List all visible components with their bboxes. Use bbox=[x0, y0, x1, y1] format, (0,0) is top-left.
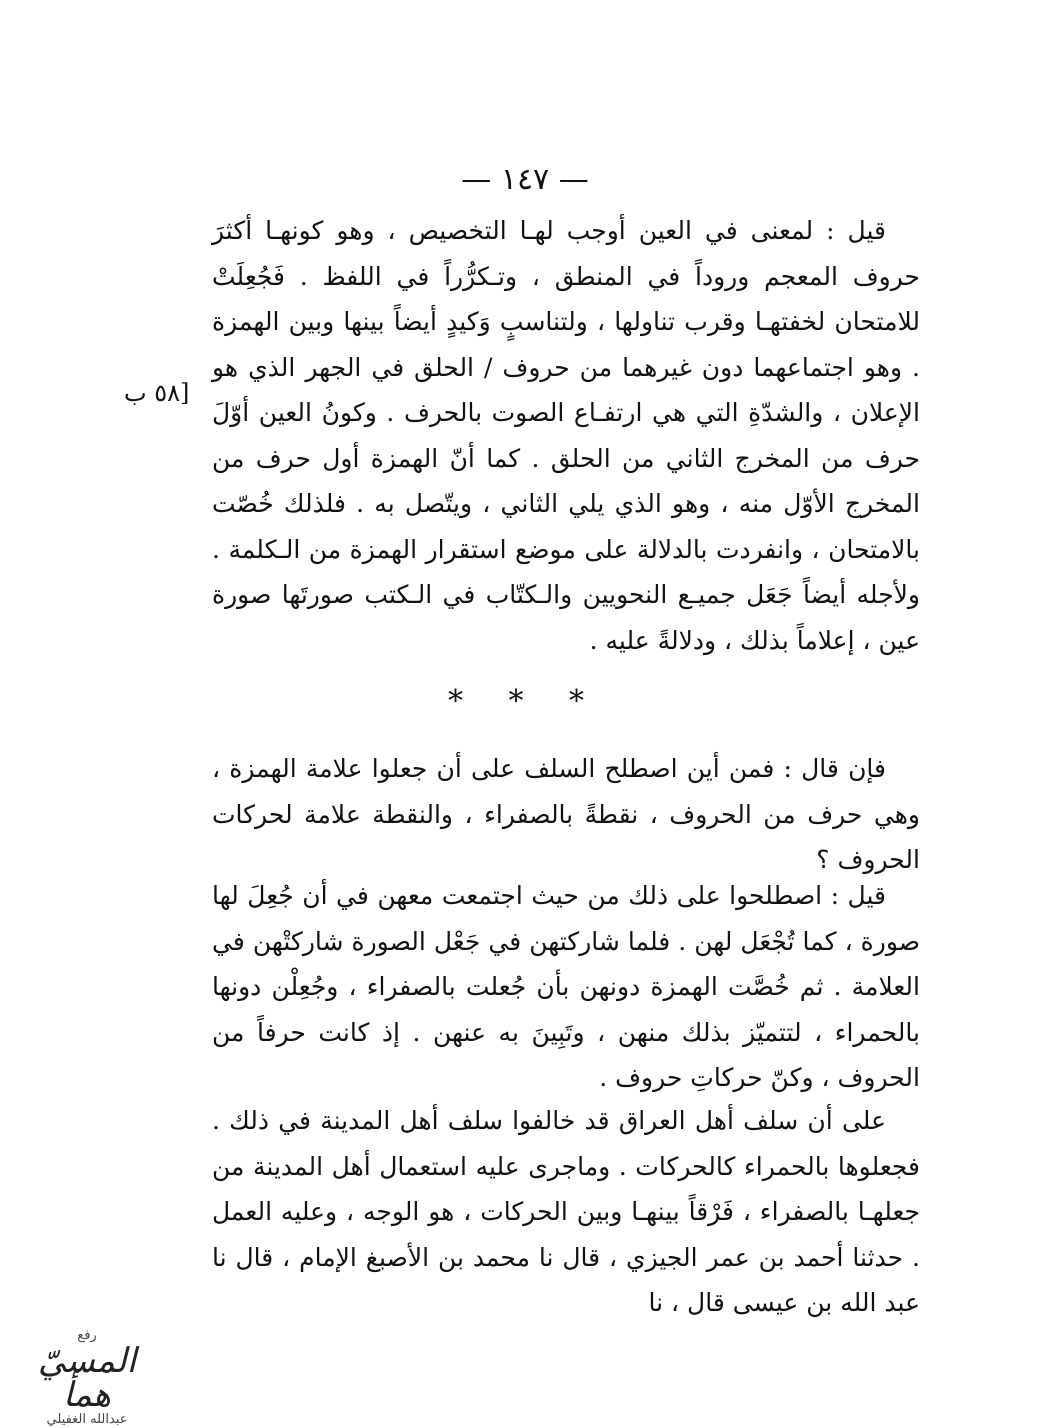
paragraph-answer-2 bbox=[212, 873, 920, 1101]
paragraph-question bbox=[212, 746, 920, 883]
paragraph-answer-1 bbox=[212, 208, 920, 663]
paragraph-text: قيل : اصطلحوا على ذلك من حيث اجتمعت معهن في أن جُعِلَ لها صورة ، كما تُجْعَل لهن . فلما شاركتهن في جَعْل الصورة شاركتْهن في العلامة . ثم خُصَّت الهمزة دونهن بأن جُعلت بالصفراء ، وجُعِلْن دونها بالحمراء ، لتتميّز بذلك منهن ، وتَبِينَ به عنهن . إذ كانت حرفاً من الحروف ، وكنّ حركاتِ حروف . bbox=[212, 881, 920, 1092]
paragraph-text: على أن سلف أهل العراق قد خالفوا سلف أهل المدينة في ذلك . فجعلوها بالحمراء كالحركات . وماجرى عليه استعمال أهل المدينة من جعلهـا بالصفراء ، فَرْقاً بينهـا وبين الحركات ، هو الوجه ، وعليه العمل . حدثنا أحمد بن عمر الجيزي ، قال نا محمد بن الأصبغ الإمام ، قال نا عبد الله بن عيسى قال ، نا bbox=[212, 1106, 920, 1317]
watermark-top-text: رفع bbox=[77, 1328, 97, 1343]
page-number: — ١٤٧ — bbox=[461, 162, 589, 197]
paragraph-text: قيل : لمعنى في العين أوجب لهـا التخصيص ، وهو كونهـا أكثرَ حروف المعجم وروداً في المنطق ، وتـكرُّراً في اللفظ . فَجُعِلَتْ للامتحان لخفتهـا وقرب تناولها ، ولتناسبٍ وَكيدٍ أيضاً بينها وبين الهمزة . وهو اجتماعهما دون غيرهما من حروف / الحلق في الجهر الذي هو الإعلان ، والشدّةِ التي هي ارتفـاع الصوت بالحرف . وكونُ العين أوّلَ حرف من المخرج الثاني من الحلق . كما أنّ الهمزة أول حرف من المخرج الأوّل منه ، وهو الذي يلي الثاني ، ويتّصل به . فلذلك خُصّت بالامتحان ، وانفردت بالدلالة على موضع استقرار الهمزة من الـكلمة . ولأجله أيضاً جَعَل جميـع النحويين والـكتّاب في الـكتب صورتَها صورة عين ، إعلاماً بذلك ، ودلالةً عليه . bbox=[212, 216, 920, 655]
watermark-main-text: المسيّ همأ bbox=[37, 1341, 137, 1415]
watermark-sub-text: عبدالله الغفيلي bbox=[46, 1412, 128, 1427]
margin-note: [٥٨ ب bbox=[124, 379, 190, 407]
paragraph-continuation bbox=[212, 1098, 920, 1326]
library-watermark-logo bbox=[12, 1328, 162, 1427]
paragraph-text: فإن قال : فمن أين اصطلح السلف على أن جعلوا علامة الهمزة ، وهي حرف من الحروف ، نقطةً بالصفراء ، والنقطة علامة لحركات الحروف ؟ bbox=[212, 754, 920, 874]
section-separator: * * * bbox=[447, 684, 603, 719]
